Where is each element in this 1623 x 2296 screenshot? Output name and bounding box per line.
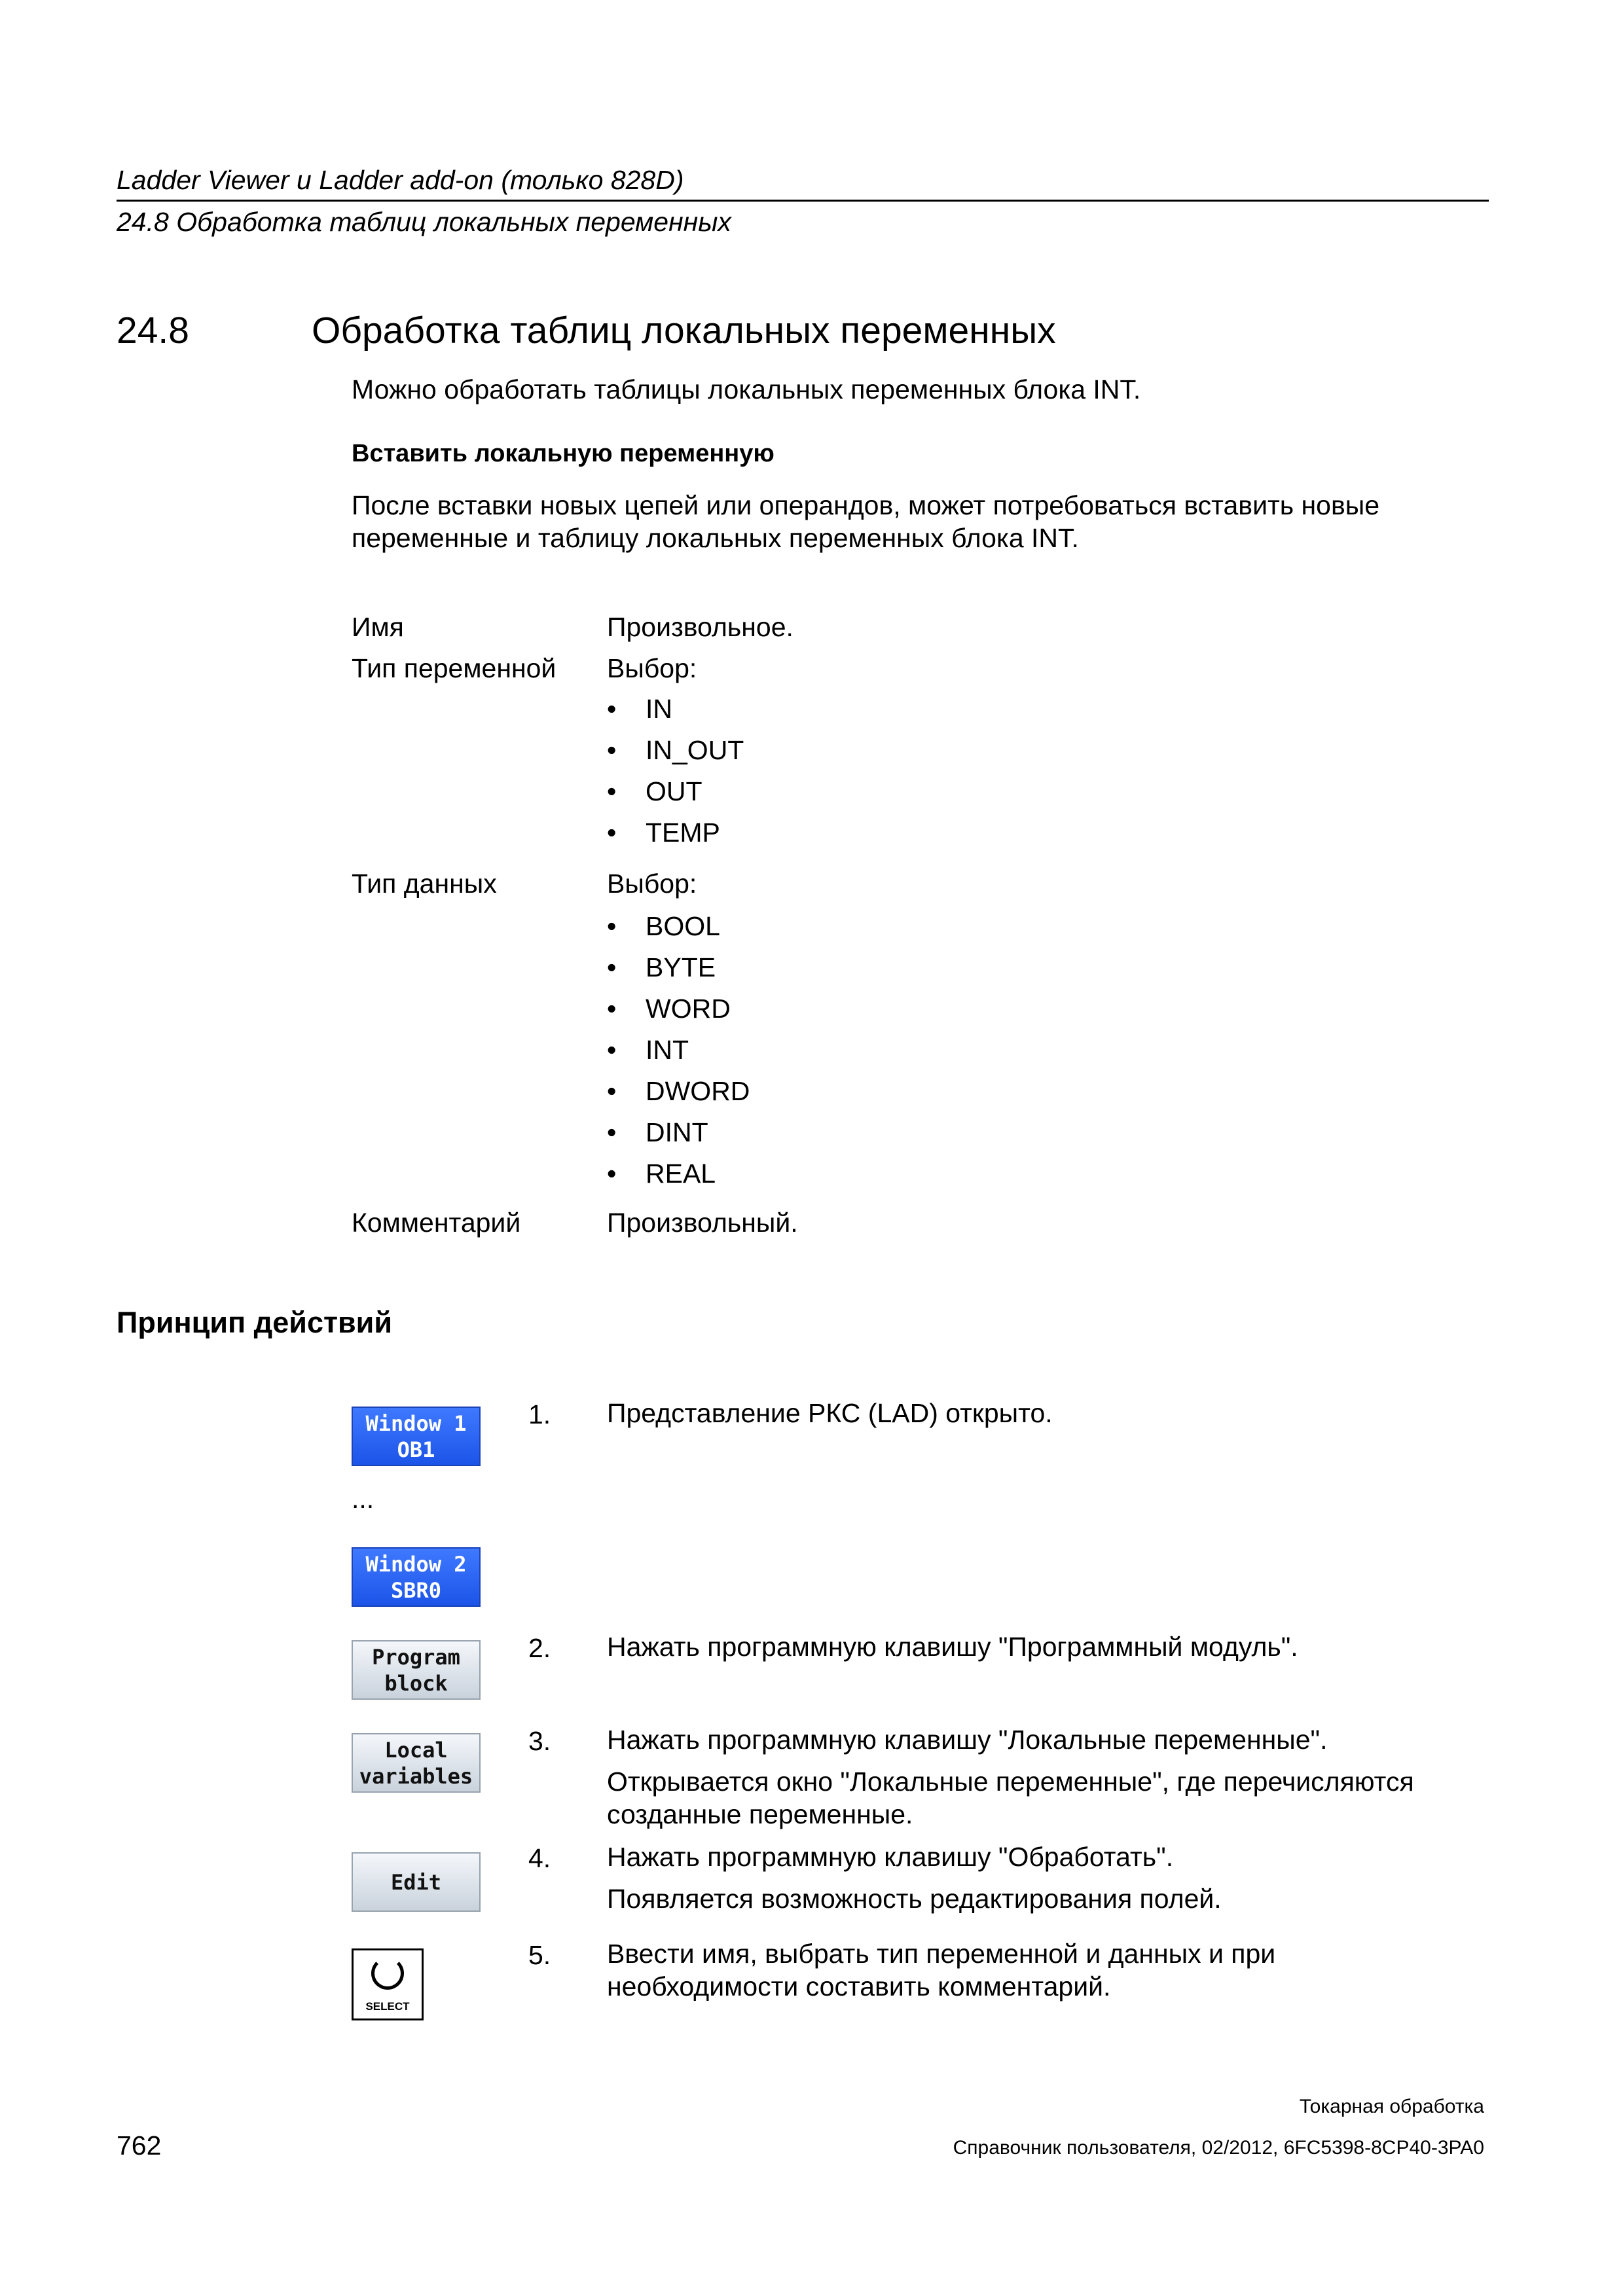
select-key[interactable]: SELECT [352, 1948, 424, 2020]
select-icon [371, 1957, 404, 1990]
page-number: 762 [117, 2130, 162, 2161]
step-number: 4. [528, 1843, 551, 1873]
step-number: 1. [528, 1399, 551, 1429]
field-var-type-value: Выбор: [607, 653, 697, 683]
insert-text: После вставки новых цепей или операндов, может потребоваться вставить новые переменные и таблицу локальных переменных блока INT. [352, 490, 1379, 553]
step-text: Нажать программную клавишу "Локальные переменные". [607, 1725, 1328, 1755]
section-intro: Можно обработать таблицы локальных переменных блока INT. [352, 374, 1141, 404]
field-data-type-label: Тип данных [352, 869, 497, 899]
step-text: Нажать программную клавишу "Обработать". [607, 1842, 1174, 1872]
list-item: • OUT [607, 776, 702, 806]
list-item: • INT [607, 1035, 689, 1065]
data-type-options [607, 912, 750, 1200]
procedure-heading: Принцип действий [117, 1306, 392, 1339]
section-title: Обработка таблиц локальных переменных [312, 310, 1056, 351]
list-item: • REAL [607, 1158, 716, 1189]
step-text: Представление РКС (LAD) открыто. [607, 1398, 1053, 1428]
insert-heading: Вставить локальную переменную [352, 440, 775, 467]
section-number: 24.8 [117, 310, 189, 351]
step-number: 5. [528, 1940, 551, 1970]
program-block-softkey[interactable]: Program block [352, 1640, 481, 1700]
step-note: Появляется возможность редактирования полей. [607, 1884, 1222, 1914]
header-rule [117, 200, 1489, 202]
var-type-options [607, 694, 744, 859]
window-2-softkey[interactable]: Window 2 SBR0 [352, 1547, 481, 1607]
field-name-value: Произвольное. [607, 612, 793, 642]
step-number: 3. [528, 1726, 551, 1756]
footer-book-info: Справочник пользователя, 02/2012, 6FC5398-8CP40-3PA0 [953, 2137, 1484, 2159]
window-1-softkey[interactable]: Window 1 OB1 [352, 1407, 481, 1466]
field-name-label: Имя [352, 612, 404, 642]
list-item: • BYTE [607, 952, 716, 982]
step-number: 2. [528, 1633, 551, 1663]
footer-book-title: Токарная обработка [1299, 2096, 1484, 2117]
softkey-range-ellipsis: ... [352, 1484, 374, 1514]
running-header-section: 24.8 Обработка таблиц локальных переменных [117, 207, 731, 237]
list-item: • IN [607, 694, 672, 724]
list-item: • WORD [607, 994, 731, 1024]
step-text: Нажать программную клавишу "Программный модуль". [607, 1632, 1298, 1662]
field-comment-value: Произвольный. [607, 1208, 798, 1238]
list-item: • IN_OUT [607, 735, 744, 765]
step-text: Ввести имя, выбрать тип переменной и данных и при необходимости составить комментарий. [607, 1939, 1276, 2001]
list-item: • DINT [607, 1117, 708, 1147]
field-var-type-label: Тип переменной [352, 653, 556, 683]
local-variables-softkey[interactable]: Local variables [352, 1733, 481, 1793]
field-data-type-value: Выбор: [607, 869, 697, 899]
list-item: • DWORD [607, 1076, 750, 1106]
field-comment-label: Комментарий [352, 1208, 521, 1238]
edit-softkey[interactable]: Edit [352, 1852, 481, 1912]
list-item: • BOOL [607, 911, 720, 941]
step-note: Открывается окно "Локальные переменные", где перечисляются созданные переменные. [607, 1767, 1414, 1829]
list-item: • TEMP [607, 817, 720, 848]
running-header-title: Ladder Viewer и Ladder add-on (только 828D) [117, 165, 684, 195]
